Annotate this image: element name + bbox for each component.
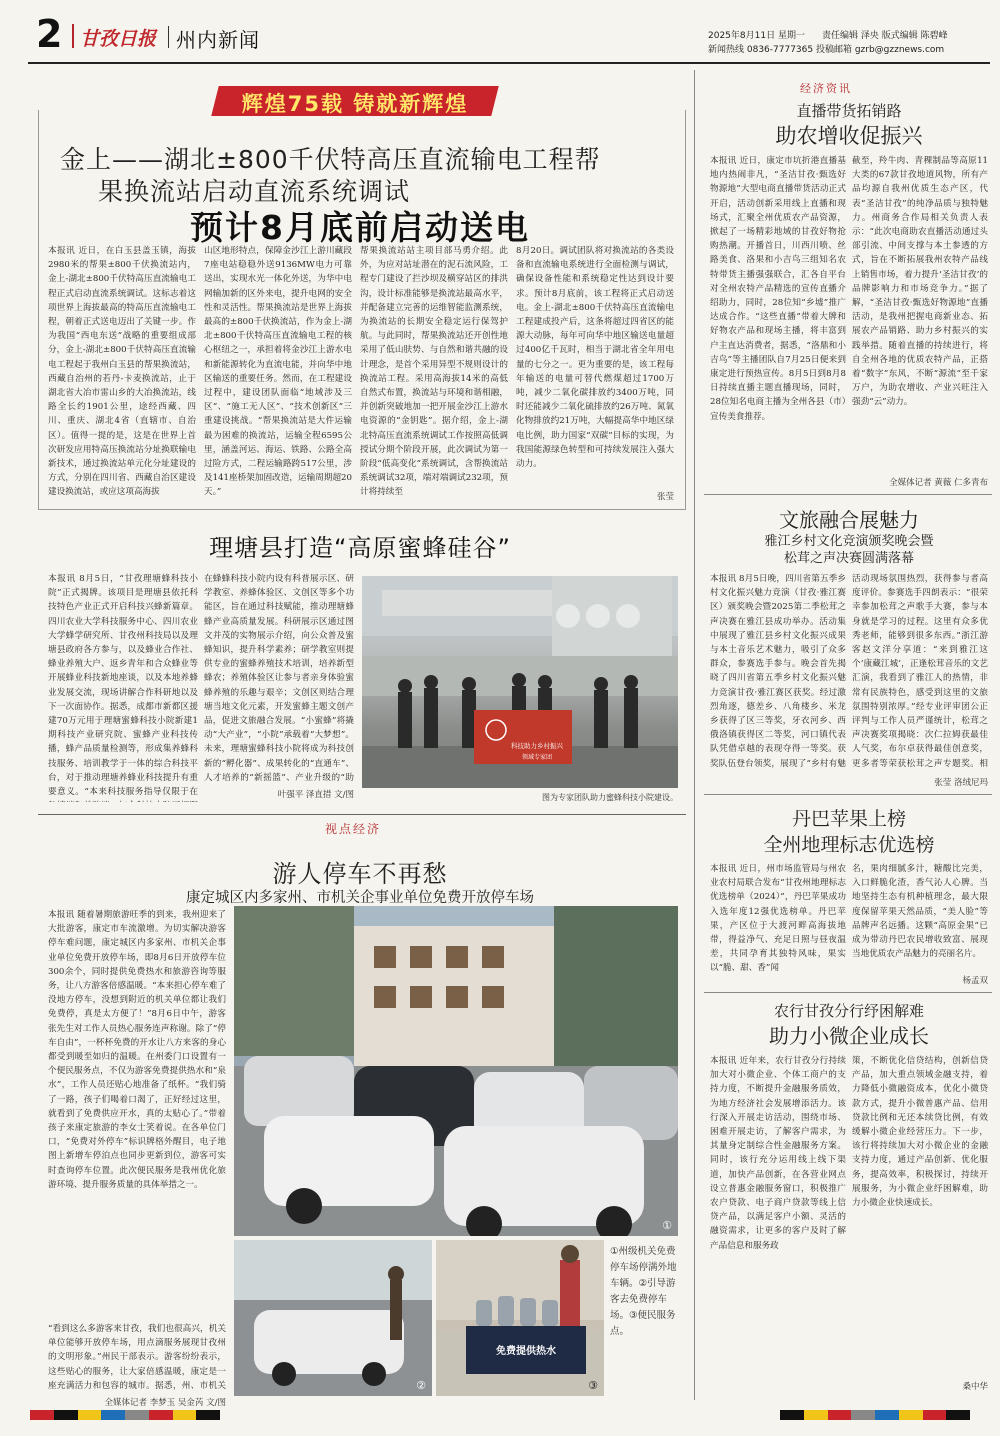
s2-headline3: 松茸之声决赛圆满落幕	[783, 551, 914, 566]
parking-photo-1-scene	[234, 906, 678, 1236]
parking-photo-3-sign: 免费提供热水	[496, 1346, 556, 1357]
lead-col4: 8月20日。调试团队将对换流站的各类设备和直流输电系统进行全面检测与调试，确保设备性能和系统稳定性达到设计要求。预计8月底前，该工程将正式启动送电。金上-湖北±800千伏特高压直流输电工程建成投产后，这条将超过四省区的能源大动脉，每年可向华中地区输送电量超过400亿千瓦时，相当于湖北省全年用电量的七分之一。更为重要的是，该工程每年输送的电量可替代燃煤超过1700万吨，减少二氧化碳排放约3400万吨，同时还能减少二氧化硫排放约26万吨、氮氧化物排放约21万吨，大幅提高华中地区绿电比例，助力国家“双碳”目标的实现，为我国能源绿色转型和可持续发展注入强大动力。	[516, 246, 674, 470]
s4-col2: 策，不断优化信贷结构，创新信贷产品，加大重点领域金融支持，着力降低小微融资成本，优化小微贷款方式，提升小微普惠产品、信用贷款比例和无还本续贷比例，有效缓解小微企业经营压力。下一步，该行将持续加大对小微企业的金融支持力度，通过产品创新、优化服务，提高效率，积极探讨，持续开展服务，为小微企业纾困解难，助力小微企业快速成长。	[852, 1056, 988, 1209]
parking-subhead: 康定城区内多家州、市机关企事业单位免费开放停车场	[186, 890, 534, 906]
masthead-divider	[168, 26, 169, 48]
hotline: 新闻热线 0836-7777365 投稿邮箱 gzrb@gzznews.com	[708, 45, 945, 55]
parking-col1: 本报讯 随着暑期旅游旺季的到来，我州迎来了大批游客，康定市车流激增。为切实解决游客停车难问题，康定城区内多家州、市机关企事业单位免费开放停车场，即8月6日开放停车位300余个，同时提供免费热水和旅游咨询等服务，让八方游客倍感温暖。“本来担心停车难了没地方停车，没想到附近的机关单位都让我们免费停，真是太方便了！”8月6日中午，游客张先生对工作人员热心服务连声称谢。除了“停车自由”，一杯杯免费的开水让八方来客的身心都受到暖至如归的温暖。在州委门口设置有一个便民服务点，不仅为游客免费提供热水和“泉水”，工作人员还贴心地准备了纸杯。“我们骑了一路，孩子们喝着口渴了，正好经过这里，就看到了免费供应开水，真的太贴心了。”带着孩子来康定旅游的李女士笑着说。在各单位门口，“免费对外停车”标识牌格外醒目，电子地图上新增车停泊点也同步更新到位，游客可实时查询停车位置。此次便民服务是我州优化旅游环境、提升服务质量的具体举措之一。	[48, 910, 226, 1190]
sidebar-divider	[694, 70, 695, 1400]
section-rule	[38, 814, 686, 815]
paper-name: 甘孜日报	[80, 28, 157, 50]
banner-text: 辉煌75载 铸就新辉煌	[241, 92, 469, 116]
s3-headline1: 丹巴苹果上榜	[791, 808, 906, 830]
s1-col1: 本报讯 近日，康定市坑折港直播基地内热闹非凡，“圣洁甘孜·甄选好物源地”大型电商直播带货活动正式开启，活动创新采用线上直播和现场式，汇聚全州优质农产品资源，掀起了一场精彩地域的甘孜好物抢购热潮。开播首日，川西川喷、丝路美食、洛果和小吉鸟三组知名农特带货主播强强联合，汇各自平台对全州农特产品精选的宣传直播介绍助力，同时，28位知“乡墟”推广达成合作。“这些直播”带着大牌和好物农产品和现场主播，将丰富到户主直达消费者，据悉，“洛鼎和小吉鸟”等主播团队自7月25日便来到康定进行预热宣传。8月5日到8月8日持续直播主题直播现场，同时，28位知名电商主播为全州各县（市）宣传美食推荐。	[710, 156, 846, 422]
masthead-divider	[72, 24, 74, 48]
s2-rule	[704, 794, 992, 795]
honey-col1: 本报讯 8月5日，“甘孜理塘蜂科技小院”正式揭牌。该项目是理塘县依托科技特色产业正式开启科技兴蜂新篇章。四川农业大学科技服务中心、四川农业大学蜂学研究所、甘孜州科技局以及理塘县政府各方参与，以及蜂业合作社、蜂业养殖大户、返乡青年和合众蜂业等开展蜂业科技新地座谈，以及本地养蜂业发展交流，现场讲解合作科研地以及下一次面协作。据悉，成都市新都区援建70万元用于理塘蜜蜂科技小院新建1期科技产业研究院、蜜蜂产业科技传播，蜂产品质量检测等，形成集养蜂科技服务、培训教学于一体的综合科技平台，对于推动理塘养蜂业科技提升有重要意义。“本来科技服务指导仅限于在	[48, 574, 198, 798]
sidebar-tag: 经济资讯	[800, 82, 852, 95]
parking-photo-2-scene	[234, 1240, 432, 1396]
s1-col2: 截至，羚牛肉、青稞制品等高原11大类的67款甘孜地道风物，所有产品均源自我州优质生态产区，代表“圣洁甘孜”的纯净品质与独特魅力。州商务合作局相关负责人表示：“此次电商助农直播活动通过头部引流、中间支撑与本土参透的方式，旨在不断拓展我州农特产品线上销售市场，着力提升‘圣洁甘孜’的品牌影响力和市场竞争力。”据了解，“圣洁甘孜·甄选好物源地”直播活动，是我州把握电商新业态、拓展农产品销路、助力乡村振兴的实践举措。随着直播的持续进行，将自全州各地的优质农特产品，正搭着“数字”东风，不断“源流”至千家万户，为助农增收、产业兴旺注入强劲“云”动力。	[852, 156, 988, 408]
parking-photo-3-label: ③	[588, 1379, 598, 1392]
parking-photo-1-label: ①	[662, 1219, 672, 1232]
lead-col3: 帮果换流站站主项目部马勇介绍。此外，为应对站址潜在的泥石流风险，工程专门建设了拦沙坝及横穿站区的排洪沟，设计标准能够是换流站最高水平，并配备建立完善的运维智能监测系统，为换流站的长期安全稳定运行保驾护航。与此同时，帮果换流站还开创性地采用了低山肤势、与自然和谐共融的设计理念，是首个采用异型不规则设计的换流站工程。采用高海拔14米的高低自然式布置，换流站与环境和谐相融，并创新突破地加一把开展金沙江上游水电资源的“金钥匙”。据介绍，金上-湖北特高压直流系统调试工作按照高低调授试分期个阶段开展，此次调试为第一阶段“低高变化”系统调试，含帮换流站系统调试32项，端对端调试232项，预计将持续至	[360, 246, 508, 498]
s4-author: 桑中华	[962, 1382, 988, 1392]
lead-title-line1: 金上——湖北±800千伏特高压直流输电工程帮	[60, 145, 601, 174]
honey-author: 叶强平 泽直措 文/图	[277, 790, 354, 800]
footer-color-bar-left	[30, 1410, 220, 1420]
parking-photo-1	[234, 906, 678, 1236]
s3-author: 杨孟双	[962, 976, 988, 986]
s3-col2: 名，果肉细腻多汁，糖酸比完美，入口鲜脆化渣，香气沁人心脾。当地坚持生态有机种植理念，最大限度保留苹果天然品质，“美人脸”等品牌声名远播。这颗“高原金果”已成为带动丹巴农民增收致富、展现当地优质农产品魅力的亮丽名片。	[852, 864, 988, 960]
page-number: 2	[36, 12, 63, 56]
honey-photo-caption: 图为专家团队助力蜜蜂科技小院建设。	[542, 793, 678, 802]
masthead-rule	[28, 62, 990, 64]
s1-rule	[704, 494, 992, 495]
s2-headline1: 文旅融合展魅力	[779, 508, 919, 532]
s2-col1: 本报讯 8月5日晚，四川省第五季乡村文化振兴魅力竞演（甘孜·雅江赛区）颁奖晚会暨2025第二季松茸之声决赛在雅江县成功举办。活动集中展现了雅江县乡村文化振兴成果与本土音乐艺术魅力，吸引了众多群众，参赛选手参与。晚会首先揭晓了四川省第五季乡村文化振兴魅力竞演甘孜·雅江赛区获奖。经过激烈角逐，德差乡、八角楼乡、米龙乡获得了区三等奖，牙衣河乡、西俄洛镇获得区二等奖，河口镇代表队凭借卓越的表现夺得一等奖。获奖队伍登台领奖，展现了“乡村有魅	[710, 574, 846, 769]
s4-col1: 本报讯 近年来，农行甘孜分行持续加大对小微企业、个体工商户的支持力度，不断提升金融服务质效，为地方经济社会发展增添活力。该行深入开展走访活动，围绕市场、困难开展走访，了解客户需求，为其量身定制综合性金融服务方案。同时，该行充分运用线上线下渠道，加快产品创新，在各营业网点设立普惠金融服务窗口，积极推广农户贷款、电子商户贷款等线上信贷产品，以满足客户小额、灵活的融资需求，让更多的客户及时了解产品信息和服务政	[710, 1056, 846, 1251]
s1-headline2: 助农增收促振兴	[775, 124, 923, 148]
parking-photo-caption: ①州级机关免费停车场停满外地车辆。②引导游客去免费停车场。③便民服务点。	[610, 1246, 677, 1337]
s1-headline1: 直播带货拓销路	[796, 102, 902, 120]
s2-author: 张莹 洛绒尼玛	[934, 778, 988, 788]
lead-col2: 山区地形特点，保障金沙江上游川藏段7座电站稳稳外送9136MW电力可靠送出，实现水光一体化外送，为华中电网输加新的区外来电，提升电网的安全性和灵活性。帮果换流站是世界上海拔最高的±800千伏换流站，作为金上-湖北±800千伏特高压直流输电工程的核心枢纽之一，承担着将金沙江上游水电和新能源转化为直流电能，并向华中地区输送的重要任务。然而，在工程建设过程中，建设团队面临“地域涉及三区”、“施工无人区”、“技术创新区”三重建设挑战。“帮果换流站是大件运输最为困难的换流站，运输全程6595公里，涵盖河运、海运、铁路、公路全高过险方式，二程运输路跨517公里，涉及141座桥架加固改造，运输周期超20天。”	[204, 246, 352, 498]
parking-photo-3-scene	[436, 1240, 604, 1396]
honey-headline: 理塘县打造“高原蜜蜂硅谷”	[209, 534, 511, 562]
s3-rule	[704, 992, 992, 993]
s2-headline2: 雅江乡村文化竞演颁奖晚会暨	[764, 534, 934, 549]
parking-photo-2	[234, 1240, 432, 1396]
parking-photo-3	[436, 1240, 604, 1396]
lead-headline: 预计8月底前启动送电	[190, 208, 530, 247]
parking-tag: 视点经济	[325, 822, 382, 836]
footer-color-bar-right	[780, 1410, 970, 1420]
lead-col1: 本报讯 近日，在白玉县盖玉镇，海拔2980米的帮果±800千伏换流站内，金上-湖北±800千伏特高压直流输电工程正式启动直流系统调试。这标志着这项世界上海拔最高的特高压直流输电工程，朝着正式送电迈出了关键一步。作为我国“西电东送”战略的重要组成部分，金上-湖北±800千伏特高压直流输电工程起于我州白玉县的帮果换流站，西藏自治州的若丹-卡麦换流站，止于湖北省大冶市雷山乡的大冶换流站，线路全长约1901公里，途经西藏、四川、重庆、湖北4省（直辖市、自治区）。值得一提的是，这是在世界上首次研发应用特高压换流站分址换联输电新技术，通过换流站单元化分址建设的方式，分别在四川省、西藏自治区建设建设换流站，或应这项高海拔	[48, 246, 196, 498]
s2-col2: 活动现场氛围热烈，获得参与者高度评价。参赛选手四朗表示：“很荣幸参加松茸之声歌手大赛，参与本身就是学习的过程。这里有众多优秀老师，能够到很多东西。”浙江游客赵文洋分享道：“来到雅江这个‘康藏江城’，正逢松茸音乐的文艺汇演，我看到了雅江人的热情，非常有民族特色，感受到这里的文旅氛围特别浓厚。”经专业评审团公正评判与工作人员严谨统计，松茸之声决赛奖项揭晓：次仁拉姆获最佳人气奖，布尔卓获得最佳创意奖，更多者等荣获松茸之声专题奖。相	[852, 574, 988, 769]
lead-title-line2: 果换流站启动直流系统调试	[98, 177, 411, 206]
masthead	[0, 0, 1000, 72]
s4-headline2: 助力小微企业成长	[769, 1024, 929, 1048]
parking-col2: “看到这么多游客来甘孜，我们也很高兴，机关单位能够开放停车场，用点滴服务展现甘孜州的文明形象。”州民干部表示。游客纷纷表示，这些贴心的服务，让大家倍感温暖，康定是一座充满活力和包容的城市。据悉，州、市机关	[48, 1324, 226, 1391]
honey-col2: 在蜂蜂科技小院内设有科普展示区、研学教室、养蜂体验区、文创区等多个功能区，旨在通过科技赋能，推动理塘蜂蜂产业高质量发展。科研展示区通过图文并茂的实物展示介绍，向公众普及蜜蜂知识，提升科学素养；研学教室则提供专业的蜜蜂养殖技术培训，培养新型蜂农；养殖体验区让参与者亲身体验蜜蜂养殖的乐趣与艰辛；文创区则结合理塘当地文化元素，开发蜜蜂主题文创产品，促进文旅融合发展。“小蜜蜂”将撬动“大产业”，“小院”承载着“大梦想”。未来，理塘蜜蜂科技小院将成为科技创新的“孵化器”、成果转化的“直通车”、人才培养的“新摇篮”、产业升级的“助	[204, 574, 354, 782]
parking-author: 全媒体记者 李梦玉 吴金芮 文/图	[104, 1398, 226, 1408]
date-line: 2025年8月11日 星期一	[708, 31, 805, 41]
s3-col1: 本报讯 近日，州市场监管局与州农业农村局联合发布“甘孜州地理标志优选榜单（2024）”，丹巴苹果成功入选年度12强优选榜单。丹巴苹果，产区位于大渡河畔高海拔地带，得益净气、充足日照与昼夜温差，共同孕育其独特风味，果实以“脆、甜、香”闻	[710, 864, 846, 974]
parking-photo-2-label: ②	[416, 1379, 426, 1392]
s3-headline2: 全州地理标志优选榜	[763, 834, 935, 856]
parking-headline: 游人停车不再愁	[272, 860, 448, 888]
honey-photo-banner-text: 科技助力乡村振兴	[511, 742, 563, 750]
lead-author: 张莹	[656, 492, 674, 502]
editors-line: 责任编辑 泽央 版式编辑 陈碧峰	[822, 31, 948, 41]
s4-headline1: 农行甘孜分行纾困解难	[773, 1002, 924, 1020]
honey-photo	[362, 576, 678, 788]
section-name: 州内新闻	[176, 28, 260, 52]
s1-author: 全媒体记者 黄薇 仁多青布	[889, 478, 988, 488]
honey-photo-banner-sub: 领域专家团	[521, 754, 552, 761]
